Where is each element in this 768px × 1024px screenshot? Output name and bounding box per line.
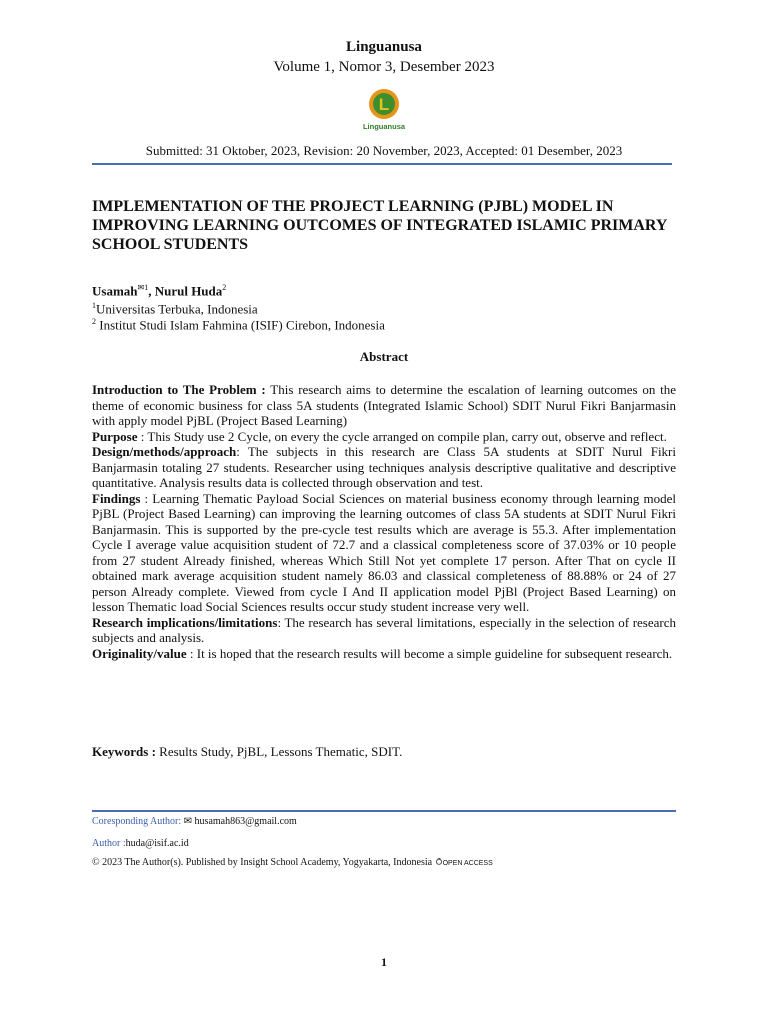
paragraph-text: : The research has several limitations, especially in the selection of research subjects and analysis. xyxy=(92,614,676,645)
author-mark: ✉1 xyxy=(137,283,149,292)
author-separator: , xyxy=(148,283,155,299)
author-name: Nurul Huda xyxy=(154,283,223,299)
paragraph-text: : It is hoped that the research results will become a simple guideline for subsequent research. xyxy=(186,645,673,661)
affiliation-mark: 2 xyxy=(92,317,96,326)
abstract-body xyxy=(92,382,676,661)
affiliation-text: Institut Studi Islam Fahmina (ISIF) Cirebon, Indonesia xyxy=(96,317,385,333)
paragraph-text: : This Study use 2 Cycle, on every the cycle arranged on compile plan, carry out, observe and reflect. xyxy=(137,428,667,444)
paragraph-text: : Learning Thematic Payload Social Sciences on material business economy through learning model PjBL (Project Based Learning) can improving the learning outcomes of class 5A students at SDIT Nurul Fikri Banjarmasin. This is supported by the pre-cycle test results which are average is 55.3. After implementation Cycle I average value acquisition student of 72.7 and a classical completeness score of 37.03% or 10 people from 27 student Already finished, whereas Which Still Not yet complete 17 person. After That on cycle II obtained mark average acquisition student namely 86.03 and classical completeness of 88.88% or 24 of 27 person Already complete. Viewed from cycle I And II application model PjBl (Project Based Learning) on lesson Thematic load Social Sciences results occur study student increase very well. xyxy=(92,490,676,614)
abstract-paragraph xyxy=(92,491,676,615)
author-name: Usamah xyxy=(92,283,138,299)
paragraph-label: Design/methods/approach xyxy=(92,444,237,459)
footer-divider xyxy=(92,810,676,812)
abstract-heading: Abstract xyxy=(359,349,409,364)
abstract-paragraph xyxy=(92,429,676,445)
paragraph-text: This research aims to determine the escalation of learning outcomes on the theme of economic business for class 5A students (Integrated Islamic School) SDIT Nurul Fikri Banjarmasin with apply model PjBL (Project Based Learning) xyxy=(92,382,676,428)
paragraph-label: Findings xyxy=(92,490,141,506)
open-access-icon xyxy=(435,857,443,865)
affiliation xyxy=(92,301,258,317)
journal-logo xyxy=(360,88,408,132)
header-divider xyxy=(92,163,672,165)
author-list xyxy=(92,283,226,299)
journal-name: Linguanusa xyxy=(346,39,422,55)
keywords xyxy=(92,744,676,760)
affiliation-text: Universitas Terbuka, Indonesia xyxy=(96,301,258,317)
open-access-label: OPEN ACCESS xyxy=(442,860,493,867)
corresponding-author xyxy=(92,816,297,827)
author-mark: 2 xyxy=(222,283,227,292)
submission-dates: Submitted: 31 Oktober, 2023, Revision: 20 November, 2023, Accepted: 01 Desember, 2023 xyxy=(145,143,623,158)
copyright xyxy=(92,857,493,868)
paragraph-label: Introduction to The Problem : xyxy=(92,382,266,397)
paragraph-text: : The subjects in this research are Class 5A students at SDIT Nurul Fikri Banjarmasin totaling 27 students. Researcher using techniques analysis descriptive qualitative and descriptive quantitative. Analysis results data is collected through observation and test. xyxy=(92,444,676,490)
abstract-paragraph xyxy=(92,444,676,491)
author-contact xyxy=(92,838,189,849)
abstract-paragraph xyxy=(92,615,676,646)
journal-volume: Volume 1, Nomor 3, Desember 2023 xyxy=(273,59,495,75)
article-title: IMPLEMENTATION OF THE PROJECT LEARNING (PJBL) MODEL IN IMPROVING LEARNING OUTCOMES OF INTEGRATED ISLAMIC PRIMARY SCHOOL STUDENTS xyxy=(92,198,667,253)
author-email[interactable]: huda@isif.ac.id xyxy=(125,838,189,849)
logo-letter: L xyxy=(378,95,390,114)
copyright-text: © 2023 The Author(s). Published by Insight School Academy, Yogyakarta, Indonesia xyxy=(92,857,433,868)
journal-logo-icon xyxy=(360,88,408,132)
paragraph-label: Originality/value xyxy=(92,645,187,661)
affiliation-mark: 1 xyxy=(92,301,96,310)
paragraph-label: Research implications/limitations xyxy=(92,614,278,630)
page-number: 1 xyxy=(381,955,387,969)
corresponding-label: Coresponding Author: xyxy=(92,816,182,827)
affiliation xyxy=(92,317,385,333)
author-label: Author : xyxy=(92,838,126,849)
keywords-text: Results Study, PjBL, Lessons Thematic, SDIT. xyxy=(155,744,403,759)
paragraph-label: Purpose xyxy=(92,428,138,444)
logo-text: Linguanusa xyxy=(362,122,406,131)
corresponding-email[interactable]: ✉ husamah863@gmail.com xyxy=(181,816,297,827)
abstract-paragraph xyxy=(92,382,676,429)
abstract-paragraph xyxy=(92,646,676,662)
keywords-label: Keywords : xyxy=(92,744,156,759)
